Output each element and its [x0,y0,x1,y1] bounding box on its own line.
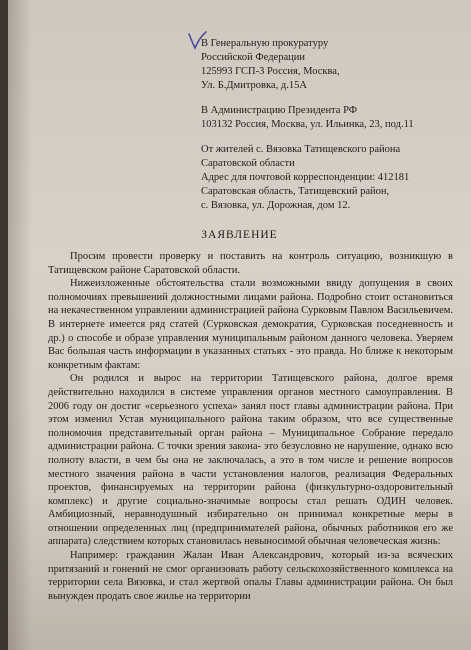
sender-line: Адрес для почтовой корреспонденции: 412181 [201,172,410,183]
document-sheet [8,0,471,650]
recipient-line: Российской Федерации [201,52,305,63]
recipient-line: В Администрацию Президента РФ [201,105,358,116]
recipient-line: 125993 ГСП-3 Россия, Москва, [201,66,340,77]
page-shadow [8,0,32,650]
sender-line: Саратовская область, Татищевский район, [201,186,390,197]
document-title: ЗАЯВЛЕНИЕ [201,229,278,241]
sender-line: От жителей с. Вязовка Татищевского района [201,144,401,155]
sender-line: Саратовской области [201,158,295,169]
document-body [48,250,453,603]
recipient-line: 103132 Россия, Москва, ул. Ильинка, 23, под.11 [201,119,414,130]
paragraph: Нижеизложенные обстоятельства стали возможными ввиду допущения в своих полномочиях превышений должностными лицами района. Подробно стоит остановиться на некачественном управлении администрацией района Сурковым Павлом Васильевичем. В интернете имеется ряд статей (Сурковская демократия, Сурковская поседневность и др.) о способе и образе управления муниципальным районом данного человека. Уверяем Вас большая часть информации в указанных статьях - это правда. Но ближе к некоторым конкретным фактам: [48,278,453,371]
recipient-line: В Генеральную прокуратуру [201,38,329,49]
paragraph: Просим провести проверку и поставить на контроль ситуацию, возникшую в Татищевском районе Саратовской области. [48,251,453,276]
paragraph: Например: гражданин Жалан Иван Александрович, который из-за всяческих притязаний и гонений не смог организовать работу сельскохозяйственного комплекса на территории села Вязовка, и стал жертвой опалы Главы администрации района. Он был вынужден продать свое жилье на территории [48,550,453,602]
paragraph: Он родился и вырос на территории Татищевского района, долгое время действительно находился в системе управления органов местного самоуправления. В 2006 году он достиг «серьезного успеха» занял пост главы администрации района. При этом изменил Устав муниципального района таким образом, что все существенные полномочия представительный орган района – Муниципальное Собрание передало администрации района. С точки зрения закона- это безусловно не нарушение, однако всю полноту власти, в чем бы она не заключалась, а это в том числе и решение вопросов местного значения района в части установления налогов, реализация Федеральных проектов, финансируемых на территории района (физкультурно-оздоровительный комплекс) и другие социально-значимые вопросы стал решать ОДИН человек. Амбициозный, неравнодушный избирательно он принимал конкретные меры в отношении определенных лиц (предпринимателей района, обычных работников его же аппарата) следствием которых становилась невыносимой обычная человеческая жизнь: [48,373,453,548]
sender-line: с. Вязовка, ул. Дорожная, дом 12. [201,200,351,211]
recipient-line: Ул. Б.Дмитровка, д.15А [201,80,307,91]
